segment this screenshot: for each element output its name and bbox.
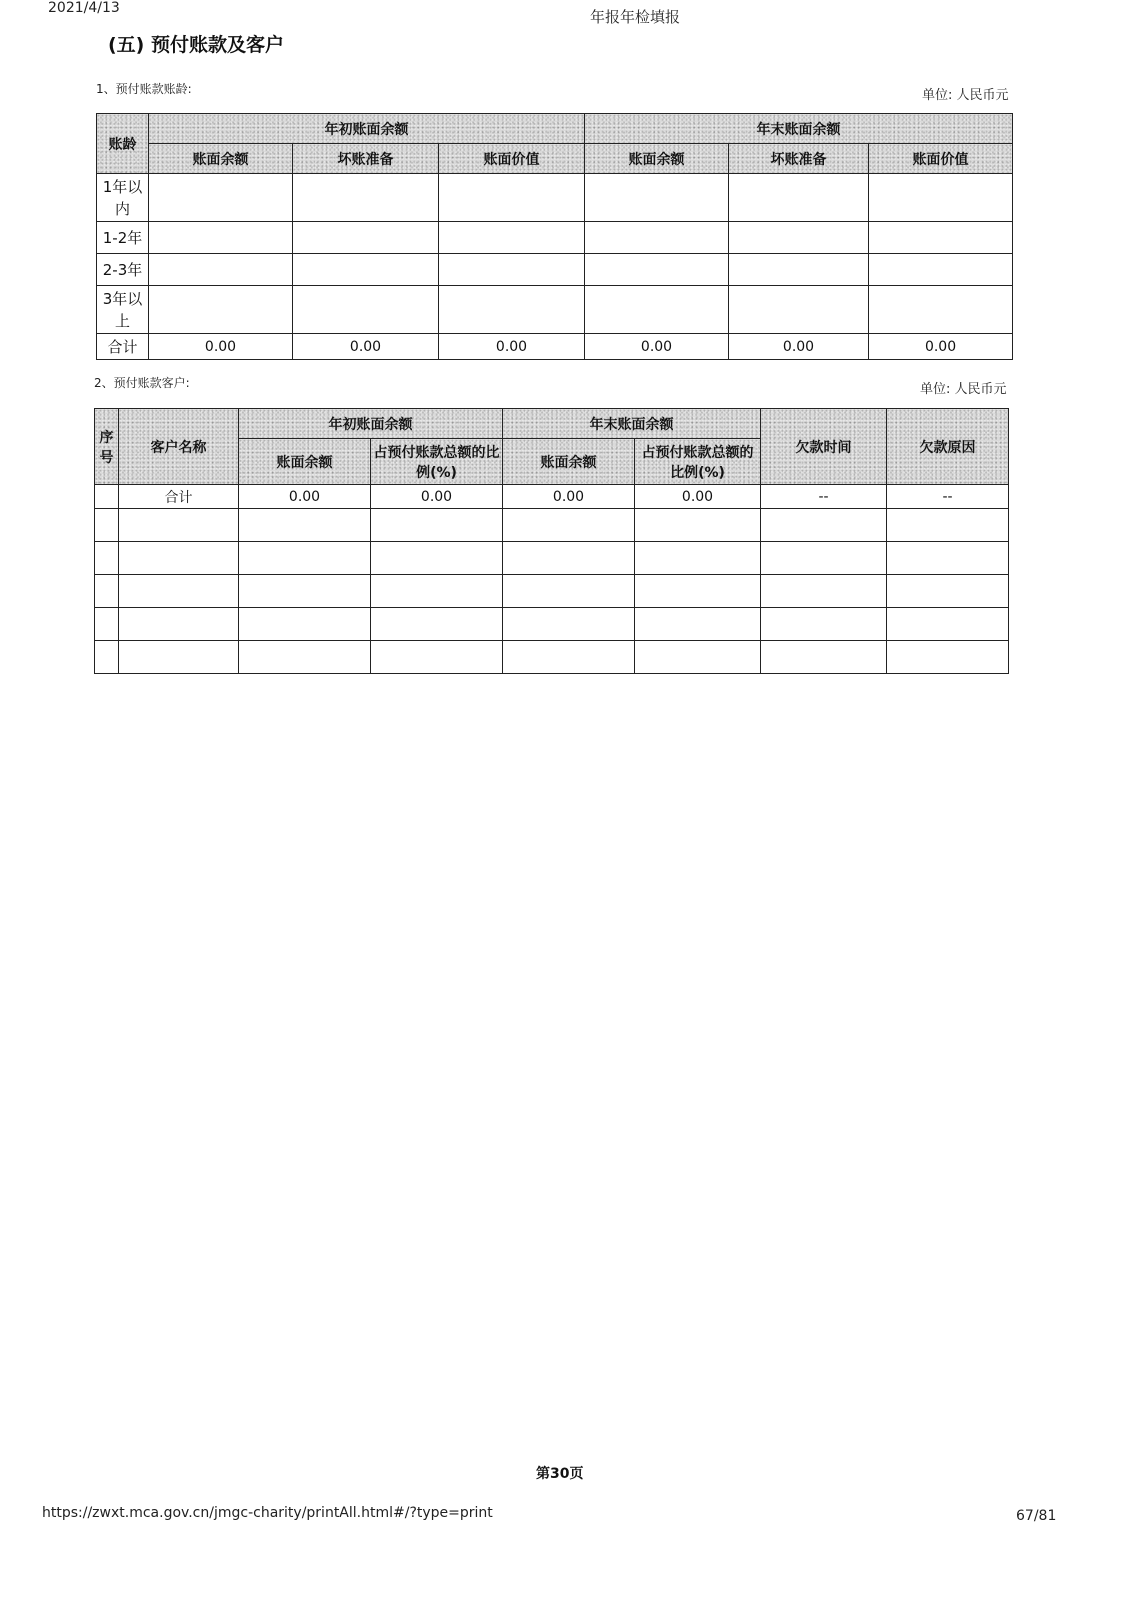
table-cell <box>585 174 729 222</box>
table-cell <box>503 542 635 575</box>
arrears-reason-header: 欠款原因 <box>887 409 1009 485</box>
table-cell <box>371 509 503 542</box>
table-cell <box>635 608 761 641</box>
table-cell <box>239 641 371 674</box>
table-row <box>97 286 1013 334</box>
table-cell <box>239 575 371 608</box>
table-cell <box>503 575 635 608</box>
total-cell: 0.00 <box>239 485 371 509</box>
table-cell <box>149 286 293 334</box>
row-label: 1年以内 <box>97 174 149 222</box>
print-url: https://zwxt.mca.gov.cn/jmgc-charity/printAll.html#/?type=print <box>42 1505 493 1521</box>
table1-subtitle: 1、预付账款账龄: <box>96 82 192 96</box>
total-cell: 0.00 <box>729 334 869 360</box>
table2-unit: 单位: 人民币元 <box>920 382 1007 397</box>
total-cell: 0.00 <box>149 334 293 360</box>
table-cell <box>293 174 439 222</box>
table-cell <box>585 254 729 286</box>
total-cell: 0.00 <box>585 334 729 360</box>
column-header: 占预付账款总额的比例(%) <box>635 439 761 485</box>
begin-balance-group-header: 年初账面余额 <box>149 114 585 144</box>
total-label: 合计 <box>97 334 149 360</box>
customer-table <box>94 408 1009 674</box>
aging-table <box>96 113 1013 360</box>
total-row <box>97 334 1013 360</box>
table-cell <box>729 222 869 254</box>
table-cell <box>503 641 635 674</box>
table-cell <box>585 286 729 334</box>
table-cell <box>239 509 371 542</box>
table-row <box>95 608 1009 641</box>
column-header: 坏账准备 <box>729 144 869 174</box>
arrears-time-header: 欠款时间 <box>761 409 887 485</box>
table-cell <box>293 286 439 334</box>
table-cell <box>887 542 1009 575</box>
table-cell <box>371 608 503 641</box>
total-row <box>95 485 1009 509</box>
total-cell: -- <box>761 485 887 509</box>
total-cell: 0.00 <box>635 485 761 509</box>
end-balance-group-header: 年末账面余额 <box>503 409 761 439</box>
table-cell <box>887 608 1009 641</box>
page-count: 67/81 <box>1016 1508 1057 1524</box>
table-cell <box>887 509 1009 542</box>
table-cell <box>371 542 503 575</box>
table-row <box>97 174 1013 222</box>
column-header: 账面价值 <box>869 144 1013 174</box>
total-cell: 0.00 <box>293 334 439 360</box>
table-cell <box>439 222 585 254</box>
table-cell <box>585 222 729 254</box>
table-cell <box>887 575 1009 608</box>
table-cell <box>439 174 585 222</box>
row-label: 3年以上 <box>97 286 149 334</box>
table-cell <box>635 542 761 575</box>
table-cell <box>869 254 1013 286</box>
seq-header: 序号 <box>95 409 119 485</box>
aging-header: 账龄 <box>97 114 149 174</box>
table-cell <box>293 222 439 254</box>
table-cell <box>635 641 761 674</box>
table-cell <box>95 641 119 674</box>
begin-balance-group-header: 年初账面余额 <box>239 409 503 439</box>
table-cell <box>869 174 1013 222</box>
table-cell <box>761 542 887 575</box>
column-header: 账面价值 <box>439 144 585 174</box>
table-cell <box>371 575 503 608</box>
column-header: 坏账准备 <box>293 144 439 174</box>
table-row <box>95 542 1009 575</box>
column-header: 账面余额 <box>239 439 371 485</box>
table-cell <box>729 254 869 286</box>
table-cell <box>503 608 635 641</box>
row-label: 1-2年 <box>97 222 149 254</box>
table-row <box>97 254 1013 286</box>
table-cell <box>119 509 239 542</box>
table-cell <box>371 641 503 674</box>
total-cell: 0.00 <box>439 334 585 360</box>
table-cell <box>95 575 119 608</box>
table-cell <box>149 254 293 286</box>
column-header: 账面余额 <box>585 144 729 174</box>
total-seq-cell <box>95 485 119 509</box>
table-cell <box>149 174 293 222</box>
table-cell <box>95 608 119 641</box>
table-cell <box>729 286 869 334</box>
table-cell <box>635 509 761 542</box>
table-cell <box>439 254 585 286</box>
table-cell <box>869 286 1013 334</box>
column-header: 账面余额 <box>503 439 635 485</box>
total-cell: -- <box>887 485 1009 509</box>
table-cell <box>761 641 887 674</box>
table-cell <box>119 641 239 674</box>
table-cell <box>119 608 239 641</box>
print-date: 2021/4/13 <box>48 0 120 16</box>
table-row <box>97 222 1013 254</box>
table-row <box>95 641 1009 674</box>
table-row <box>95 575 1009 608</box>
total-cell: 0.00 <box>869 334 1013 360</box>
table-cell <box>887 641 1009 674</box>
table-cell <box>149 222 293 254</box>
table-cell <box>439 286 585 334</box>
column-header: 占预付账款总额的比例(%) <box>371 439 503 485</box>
total-cell: 0.00 <box>371 485 503 509</box>
section-title: (五) 预付账款及客户 <box>108 34 284 56</box>
document-header-title: 年报年检填报 <box>590 8 681 26</box>
table-cell <box>635 575 761 608</box>
table-cell <box>95 509 119 542</box>
table2-subtitle: 2、预付账款客户: <box>94 376 190 390</box>
table1-unit: 单位: 人民币元 <box>922 88 1009 103</box>
table-cell <box>761 608 887 641</box>
table-cell <box>869 222 1013 254</box>
table-cell <box>503 509 635 542</box>
end-balance-group-header: 年末账面余额 <box>585 114 1013 144</box>
row-label: 2-3年 <box>97 254 149 286</box>
table-row <box>95 509 1009 542</box>
table-cell <box>119 575 239 608</box>
table-cell <box>761 509 887 542</box>
column-header: 账面余额 <box>149 144 293 174</box>
table-cell <box>293 254 439 286</box>
table-cell <box>761 575 887 608</box>
table-cell <box>239 608 371 641</box>
table-cell <box>729 174 869 222</box>
total-label: 合计 <box>119 485 239 509</box>
table-cell <box>239 542 371 575</box>
page-number: 第30页 <box>536 1466 584 1482</box>
table-cell <box>95 542 119 575</box>
table-cell <box>119 542 239 575</box>
total-cell: 0.00 <box>503 485 635 509</box>
customer-name-header: 客户名称 <box>119 409 239 485</box>
